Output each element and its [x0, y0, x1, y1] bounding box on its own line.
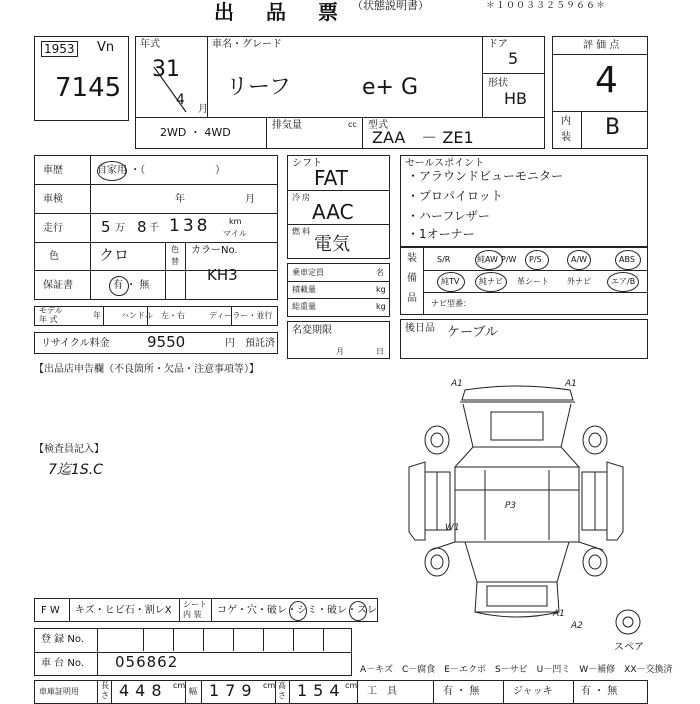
seat-circle-1 [289, 601, 307, 621]
recycle-unit: 円 預託済 [225, 338, 275, 349]
jack-value: 有 ・ 無 [581, 686, 618, 697]
seller-notes-label: 【出品店申告欄（不良箇所・欠品・注意事項等）】 [34, 364, 259, 375]
seat-label-1: シート [183, 600, 207, 609]
equip-pw: P/W [501, 255, 517, 264]
equip-ps: P/S [529, 255, 542, 264]
recycle-label: リサイクル料金 [41, 338, 110, 349]
mileage-label: 走行 [43, 223, 63, 234]
inspector-notes: 7迄1S.C [48, 462, 103, 478]
capacity-unit: 名 [376, 268, 384, 277]
type-label: 型式 [368, 120, 388, 131]
load-unit: kg [376, 285, 386, 294]
score-box [552, 36, 648, 149]
name-change-label: 名変期限 [292, 325, 332, 336]
displacement-label: 排気量 [272, 120, 302, 131]
car-info-box [135, 36, 545, 118]
width-unit: cm [263, 681, 276, 690]
history-table [34, 155, 278, 300]
equip-airbag: エア/B [611, 277, 636, 286]
lot-mark: Vn [97, 40, 115, 55]
gross-unit: kg [376, 302, 386, 311]
height-label-2: さ [278, 691, 286, 700]
load-label: 積載量 [292, 285, 316, 294]
color-no-label: カラーNo. [191, 245, 238, 256]
name-change-box [287, 321, 390, 359]
car-grade: e+ G [362, 75, 419, 100]
car-length: 448 [119, 681, 168, 700]
car-height: 154 [297, 681, 346, 700]
later-items-value: ケーブル [447, 325, 498, 340]
damage-mark-5: A1 [553, 609, 565, 619]
km-unit: km [229, 217, 242, 226]
equip-genuine-tv: 純TV [441, 277, 460, 286]
height-label-1: 高 [278, 681, 286, 690]
equip-alloy: A/W [571, 255, 588, 264]
sales-point-2: ・プロパイロット [407, 189, 503, 203]
lot-box [34, 36, 129, 121]
sales-point-1: ・アラウンドビューモニター [407, 169, 564, 183]
ac-label-1: 冷 [292, 193, 300, 202]
model-month: 4 [176, 92, 185, 108]
lot-year-code: 1953 [41, 41, 78, 57]
later-items-label: 後日品 [405, 323, 435, 334]
equipment-box [400, 247, 648, 315]
document-number: ＊１００３３２５９６６＊ [486, 1, 607, 11]
name-change-month: 月 [336, 347, 344, 356]
model-year-unit: 年 [93, 311, 101, 320]
reg-type-circle [97, 161, 127, 181]
form-title: 出 品 票 [214, 0, 344, 24]
name-label: 車名・グレード [212, 39, 282, 50]
height-unit: cm [345, 681, 358, 690]
car-name: リーフ [226, 75, 291, 100]
model-year-label-2: 年 式 [39, 315, 58, 324]
handle-side: ハンドル 左・右 [121, 311, 185, 320]
color-number: KH3 [207, 266, 238, 284]
seat-items: コゲ・穴・破レ・シミ・破レ・スレ [217, 605, 377, 616]
fw-row [34, 598, 378, 622]
form-subtitle: （状態説明書） [352, 0, 429, 12]
navi-model-label: ナビ型番： [431, 299, 471, 308]
inspection-year-unit: 年 [175, 194, 185, 205]
warranty-value: 有 ・ 無 [113, 280, 150, 291]
garage-cert-label: 車庫証明用 [39, 687, 79, 696]
door-count: 5 [508, 49, 519, 68]
mileage-man: 5 [101, 218, 111, 236]
reg-type-label: 車歴 [43, 165, 63, 176]
fuel-label-2: 料 [302, 227, 310, 236]
year-label: 年式 [140, 39, 160, 50]
lot-number: 7145 [55, 73, 122, 103]
damage-legend: A－キズ C－腐食 E－エクボ S－サビ U－凹ミ W－補修 XX－交換済 [360, 665, 673, 675]
ac-label-2: 房 [302, 193, 310, 202]
equip-circle-ps [525, 250, 549, 270]
registration-box [34, 628, 352, 676]
fuel-type: 電気 [314, 234, 350, 255]
inspection-label: 車検 [43, 194, 63, 205]
length-label-1: 長 [101, 681, 109, 690]
capacity-label: 乗車定員 [292, 268, 324, 277]
damage-mark-3: P3 [505, 501, 517, 511]
equip-genuine-navi: 純ナビ [479, 277, 503, 286]
car-damage-diagram [395, 372, 660, 647]
model-year-row [34, 306, 278, 326]
sales-points-label: セールスポイント [405, 158, 485, 169]
equip-circle-aw [475, 250, 503, 270]
mileage-rest: 138 [169, 216, 211, 236]
color-label: 色 [49, 251, 59, 262]
model-code: ZAA － ZE1 [372, 128, 474, 147]
equip-label-1: 装 [407, 253, 417, 264]
drive-row [135, 117, 545, 149]
width-label: 幅 [189, 687, 197, 696]
tools-label: 工 具 [367, 686, 397, 697]
equip-sunroof: S/R [437, 255, 451, 264]
equip-circle-navi [475, 272, 507, 292]
dealer-type: ディーラー・並行 [209, 311, 273, 320]
reg-type: 自家用 ・（ ） [97, 165, 226, 176]
body-shape: HB [504, 89, 528, 108]
warranty-circle [109, 276, 129, 296]
body-color: クロ [99, 246, 130, 264]
sales-point-3: ・ハーフレザー [407, 209, 490, 223]
equip-circle-tv [437, 272, 465, 292]
model-year-label-1: モデル [39, 306, 63, 315]
inspector-notes-label: 【検査員記入】 [34, 444, 104, 455]
drive-type: 2WD ・ 4WD [160, 126, 231, 139]
later-items-box [400, 319, 648, 359]
chassis-label: 車 台 No. [41, 658, 84, 669]
chassis-number: 056862 [115, 653, 179, 671]
inspection-month-unit: 月 [245, 194, 255, 205]
shift-label: シフト [292, 158, 322, 169]
score-label: 評 価 点 [583, 40, 620, 51]
interior-label-1: 内 [561, 116, 571, 127]
shape-label: 形状 [488, 78, 508, 89]
cc-unit: cc [348, 120, 357, 129]
recycle-row [34, 332, 278, 354]
interior-score: B [605, 115, 621, 140]
reg-number-label: 登 録 No. [41, 634, 84, 645]
equip-leather: 革シート [517, 277, 549, 286]
door-label: ドア [488, 39, 508, 50]
damage-mark-4: W1 [445, 523, 460, 533]
repaint-label-2: 替 [171, 257, 179, 266]
equip-label-3: 品 [407, 293, 417, 304]
equip-abs: ABS [619, 255, 635, 264]
sen-unit: 千 [149, 223, 159, 234]
shift-type: FAT [314, 166, 349, 190]
equip-label-2: 備 [407, 273, 417, 284]
garage-cert-row [34, 680, 648, 704]
sales-point-4: ・1オーナー [407, 227, 475, 241]
spare-tire-label: スペア [614, 642, 644, 653]
shift-ac-fuel-box [287, 155, 390, 259]
model-year: 31 [152, 57, 180, 82]
equip-circle-alloy [567, 250, 591, 270]
mileage-sen: 8 [137, 218, 147, 236]
tools-value: 有 ・ 無 [443, 686, 480, 697]
equip-circle-airbag [607, 272, 639, 292]
length-label-2: さ [101, 691, 109, 700]
month-unit: 月 [198, 104, 208, 115]
year-slash [146, 57, 206, 117]
ac-type: AAC [312, 200, 354, 224]
damage-mark-6: A2 [571, 621, 583, 631]
man-unit: 万 [115, 223, 125, 234]
overall-score: 4 [595, 60, 618, 101]
car-width: 179 [209, 681, 258, 700]
jack-label: ジャッキ [513, 686, 553, 697]
recycle-fee: 9550 [147, 333, 186, 351]
fuel-label-1: 燃 [292, 227, 300, 236]
sales-points-box [400, 155, 648, 247]
length-unit: cm [173, 681, 186, 690]
capacity-box [287, 263, 390, 317]
fw-items: キズ・ヒビ石・割レX [75, 605, 172, 616]
mile-unit: マイル [223, 229, 247, 238]
damage-mark-1: A1 [451, 379, 463, 389]
fw-label: F W [41, 605, 60, 616]
equip-genuine-aw: 純AW [477, 255, 498, 264]
interior-label-2: 装 [561, 132, 571, 143]
warranty-label: 保証書 [43, 280, 73, 291]
equip-aftermarket-navi: 外ナビ [567, 277, 591, 286]
repaint-label-1: 色 [171, 245, 179, 254]
seat-circle-2 [349, 601, 367, 621]
damage-mark-2: A1 [565, 379, 577, 389]
equip-circle-abs [615, 250, 641, 270]
gross-label: 総重量 [292, 302, 316, 311]
name-change-day: 日 [376, 347, 384, 356]
seat-label-2: 内 装 [183, 610, 202, 619]
